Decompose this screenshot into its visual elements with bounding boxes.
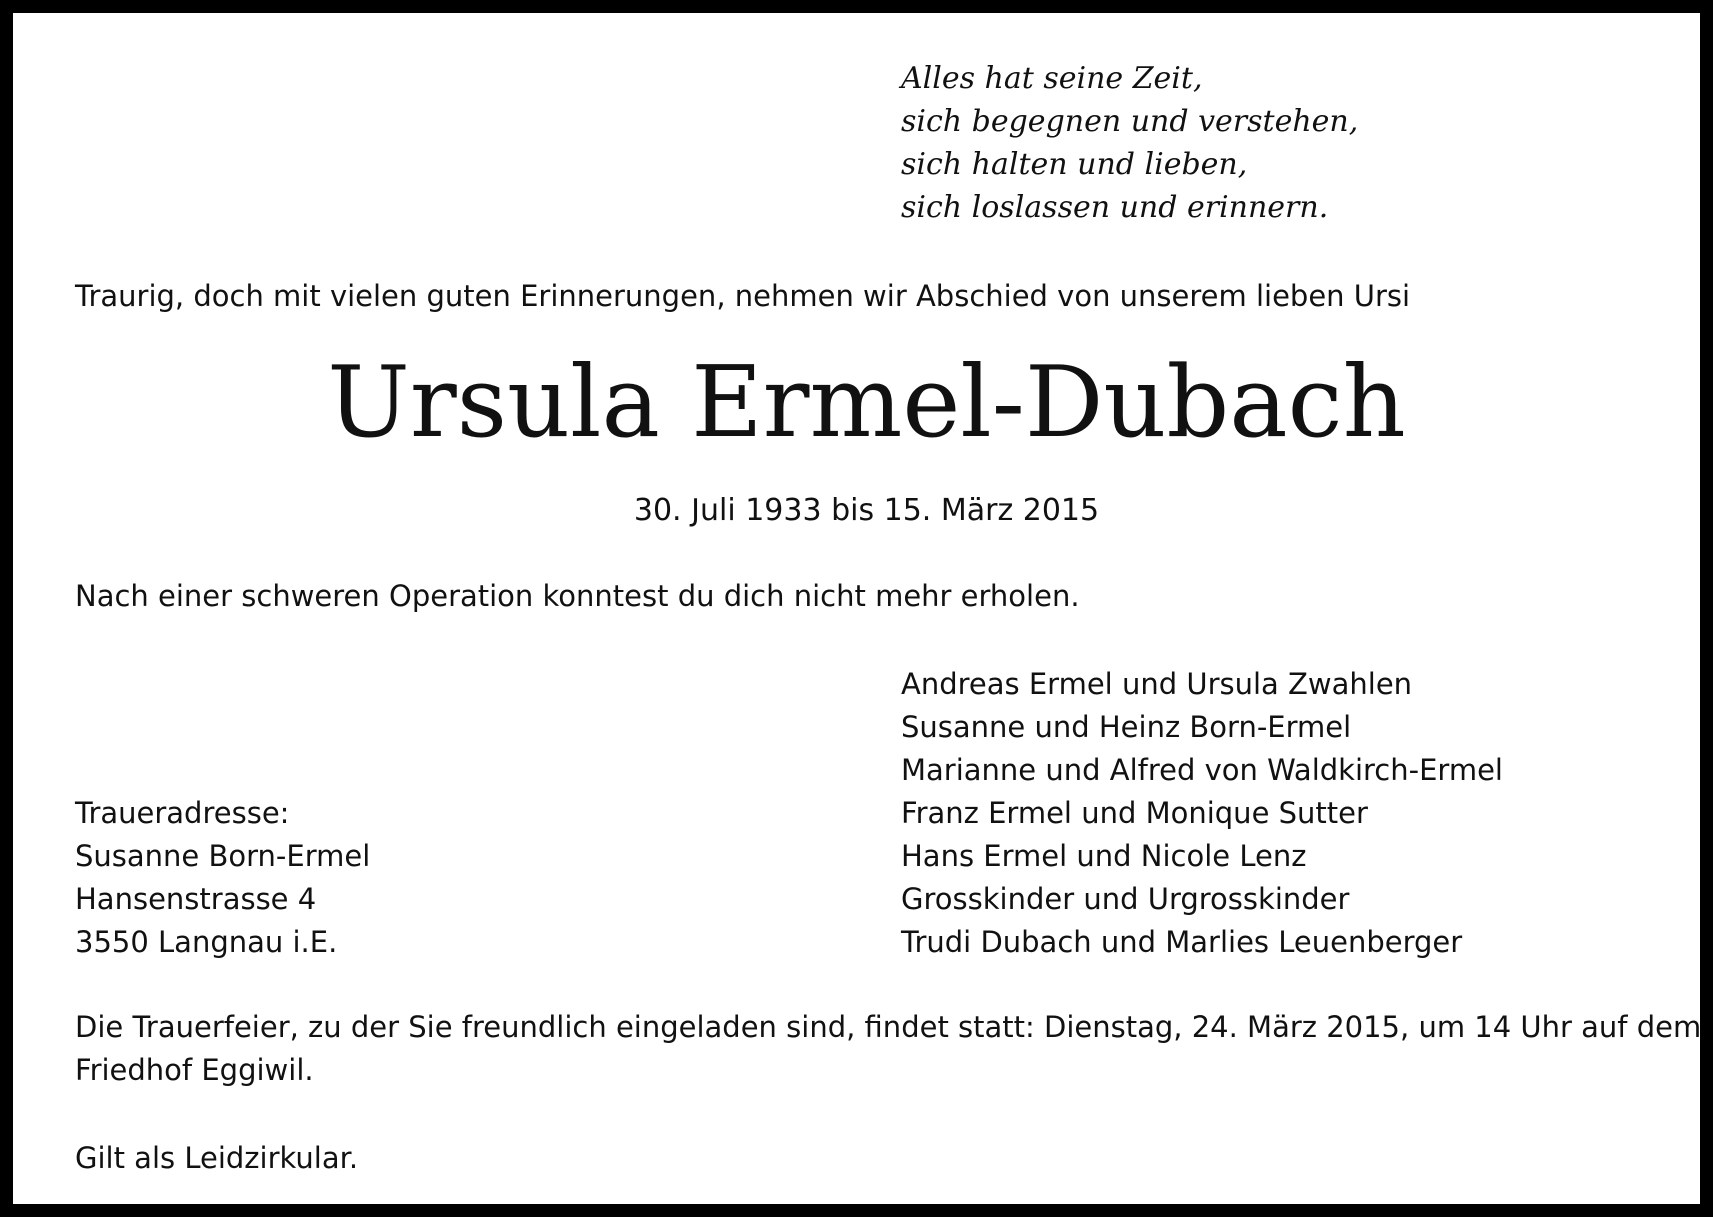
mourner-entry: Susanne und Heinz Born-Ermel [901,710,1352,744]
mourner-entry: Trudi Dubach und Marlies Leuenberger [901,925,1463,959]
mourner-entry: Andreas Ermel und Ursula Zwahlen [901,667,1413,701]
deceased-name: Ursula Ermel-Dubach [327,346,1406,460]
mourner-entry: Franz Ermel und Monique Sutter [901,796,1368,830]
remark-text: Nach einer schweren Operation konntest du dich nicht mehr erholen. [75,579,1080,613]
mourning-address [75,792,370,964]
motto-line: sich begegnen und verstehen, [901,104,1359,139]
ceremony-info [75,1006,1702,1092]
mourner-entry: Marianne und Alfred von Waldkirch-Ermel [901,753,1503,787]
ceremony-line: Die Trauerfeier, zu der Sie freundlich eingeladen sind, findet statt: Dienstag, 24. März 2015, um 14 Uhr auf dem [75,1010,1702,1044]
footer-note: Gilt als Leidzirkular. [75,1141,359,1175]
address-label: Traueradresse: [75,796,290,830]
motto-line: sich loslassen und erinnern. [901,190,1329,225]
motto-line: Alles hat seine Zeit, [901,61,1203,96]
life-dates: 30. Juli 1933 bis 15. März 2015 [633,493,1100,528]
mourner-entry: Grosskinder und Urgrosskinder [901,882,1350,916]
ceremony-line: Friedhof Eggiwil. [75,1053,314,1087]
mourners-list [901,663,1503,964]
motto-verse [901,57,1358,229]
address-line: Hansenstrasse 4 [75,882,317,916]
address-line: 3550 Langnau i.E. [75,925,338,959]
address-line: Susanne Born-Ermel [75,839,371,873]
intro-text: Traurig, doch mit vielen guten Erinnerungen, nehmen wir Abschied von unserem lieben Ursi [75,279,1411,313]
motto-line: sich halten und lieben, [901,147,1248,182]
mourner-entry: Hans Ermel und Nicole Lenz [901,839,1307,873]
